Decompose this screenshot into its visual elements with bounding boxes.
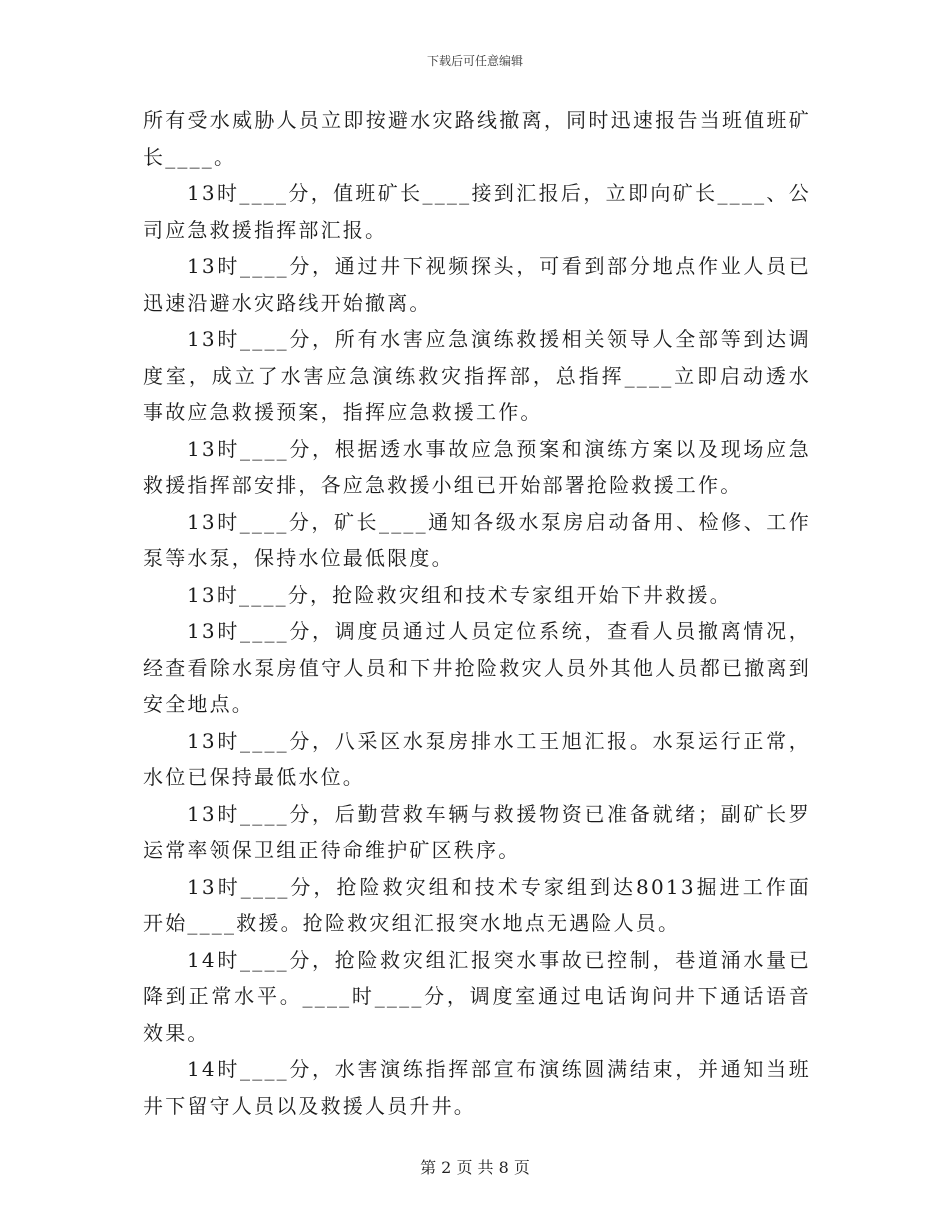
paragraph: 13时____分，后勤营救车辆与救援物资已准备就绪；副矿长罗运常率领保卫组正待命维护矿区秩序。 [143,801,811,862]
paragraph: 13时____分，根据透水事故应急预案和演练方案以及现场应急救援指挥部安排，各应急救援小组已开始部署抢险救援工作。 [143,436,811,497]
page-number: 第 2 页 共 8 页 [420,1158,530,1177]
paragraph: 13时____分，矿长____通知各级水泵房启动备用、检修、工作泵等水泵，保持水位最低限度。 [143,509,811,570]
paragraph: 13时____分，通过井下视频探头，可看到部分地点作业人员已迅速沿避水灾路线开始撤离。 [143,254,811,315]
paragraph: 13时____分，抢险救灾组和技术专家组到达8013掘进工作面开始____救援。抢险救灾组汇报突水地点无遇险人员。 [143,874,811,935]
paragraph: 14时____分，抢险救灾组汇报突水事故已控制，巷道涌水量已降到正常水平。____时____分，调度室通过电话询问井下通话语音效果。 [143,947,811,1045]
page-header: 下载后可任意编辑 [426,54,523,68]
paragraph: 13时____分，所有水害应急演练救援相关领导人全部等到达调度室，成立了水害应急演练救灾指挥部，总指挥____立即启动透水事故应急救援预案，指挥应急救援工作。 [143,327,811,424]
document-body [143,102,811,1124]
paragraph: 13时____分，值班矿长____接到汇报后，立即向矿长____、公司应急救援指挥部汇报。 [143,181,811,242]
paragraph: 13时____分，抢险救灾组和技术专家组开始下井救援。 [187,582,732,607]
paragraph: 13时____分，调度员通过人员定位系统，查看人员撤离情况，经查看除水泵房值守人员和下井抢险救灾人员外其他人员都已撤离到安全地点。 [143,619,811,716]
paragraph: 所有受水威胁人员立即按避水灾路线撤离，同时迅速报告当班值班矿长____。 [143,108,811,169]
paragraph: 13时____分，八采区水泵房排水工王旭汇报。水泵运行正常，水位已保持最低水位。 [143,728,811,789]
paragraph: 14时____分，水害演练指挥部宣布演练圆满结束，并通知当班井下留守人员以及救援人员升井。 [143,1057,811,1118]
